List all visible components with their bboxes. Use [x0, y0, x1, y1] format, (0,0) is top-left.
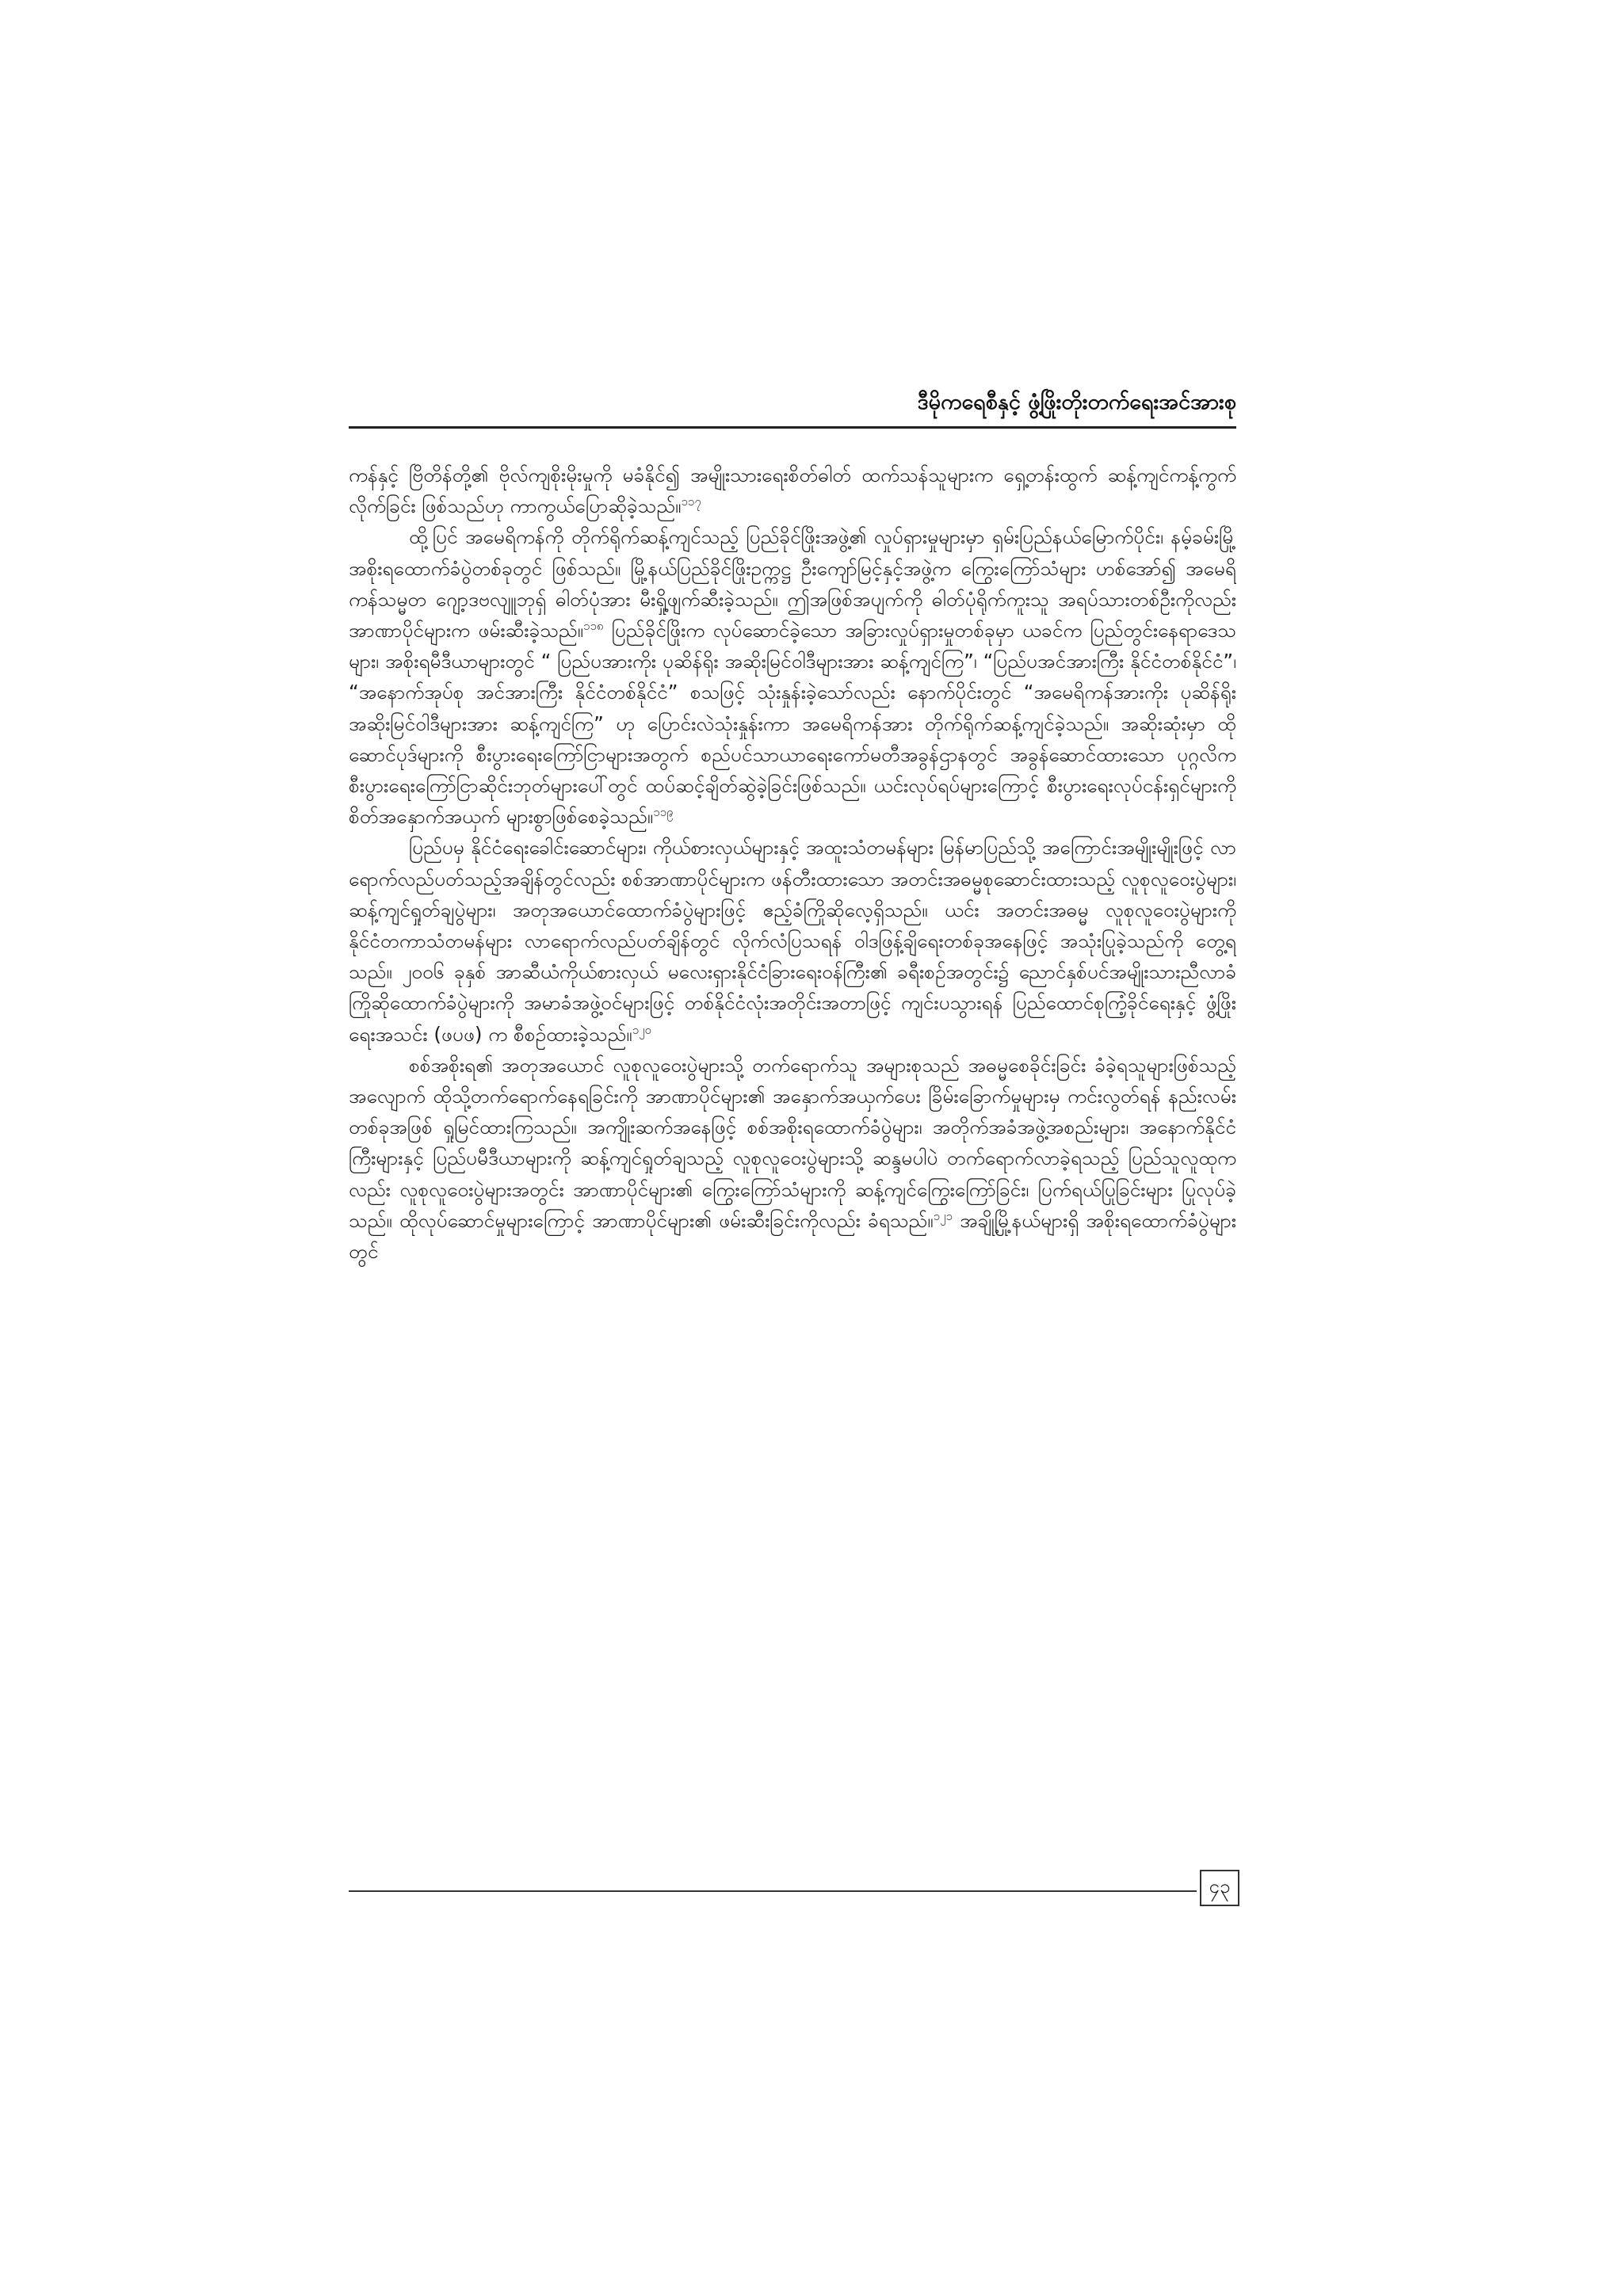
- page-number: ၄၃: [1209, 1875, 1231, 1897]
- footnote-ref: ၁၁၈: [583, 618, 604, 633]
- page-number-box: [1200, 1870, 1239, 1906]
- body-text: [349, 460, 1236, 1854]
- footnote-ref: ၁၁၉: [653, 805, 674, 820]
- paragraph-1-text: ကန်နှင့် ဗြိတိန်တို့၏ ဗိုလ်ကျစိုးမိုးမှုကို မခံနိုင်၍ အမျိုးသားရေးစိတ်ဓါတ် ထက်သန်သူများက ရှေ့တန်းထွက် ဆန့်ကျင်ကန့်ကွက်လိုက်ခြင်း ဖြစ်သည်ဟု ကာကွယ်ပြောဆိုခဲ့သည်။: [349, 463, 1236, 518]
- paragraph-3-text: ပြည်ပမှ နိုင်ငံရေးခေါင်းဆောင်များ၊ ကိုယ်စားလှယ်များနှင့် အထူးသံတမန်များ မြန်မာပြည်သို့ အကြောင်းအမျိုးမျိုးဖြင့် လာရောက်လည်ပတ်သည့်အချိန်တွင်လည်း စစ်အာဏာပိုင်များက ဖန်တီးထားသော အတင်းအဓမ္မစုဆောင်းထားသည့် လူစုလူဝေးပွဲများ၊ ဆန့်ကျင်ရှုတ်ချပွဲများ၊ အတုအယောင်ထောက်ခံပွဲများဖြင့် ဧည့်ခံကြိုဆိုလေ့ရှိသည်။ ယင်း အတင်းအဓမ္မ လူစုလူဝေးပွဲများကို နိုင်ငံတကာသံတမန်များ လာရောက်လည်ပတ်ချိန်တွင် လိုက်လံပြသရန် ဝါဒဖြန့်ချိရေးတစ်ခုအနေဖြင့် အသုံးပြုခဲ့သည်ကို တွေ့ရသည်။ ၂၀၀၆ ခုနှစ် အာဆီယံကိုယ်စားလှယ် မလေးရှားနိုင်ငံခြားရေးဝန်ကြီး၏ ခရီးစဉ်အတွင်း၌ ညောင်နှစ်ပင်အမျိုးသားညီလာခံ ကြိုဆိုထောက်ခံပွဲများကို အမာခံအဖွဲ့ဝင်များဖြင့် တစ်နိုင်ငံလုံးအတိုင်းအတာဖြင့် ကျင်းပသွားရန် ပြည်ထောင်စုကြံ့ခိုင်ရေးနှင့် ဖွံ့ဖြိုးရေးအသင်း (ဖပဖ) က စီစဉ်ထားခဲ့သည်။: [349, 836, 1236, 1046]
- paragraph-4-continuation: အချို့မြို့နယ်များရှိ အစိုးရထောက်ခံပွဲများတွင်: [349, 1208, 1236, 1264]
- running-header: ဒီမိုကရေစီနှင့် ဖွံ့ဖြိုးတိုးတက်ရေးအင်အားစု: [349, 387, 1236, 429]
- paragraph-3: [349, 832, 1236, 1049]
- footnote-ref: ၁၂၀: [632, 1022, 651, 1037]
- footer-rule: [349, 1890, 1197, 1892]
- paragraph-2: [349, 521, 1236, 832]
- footnote-ref: ၁၁၇: [681, 494, 701, 509]
- paragraph-4-text: စစ်အစိုးရ၏ အတုအယောင် လူစုလူဝေးပွဲများသို့ တက်ရောက်သူ အများစုသည် အဓမ္မစေခိုင်းခြင်း ခံခဲ့ရသူများဖြစ်သည့်အလျောက် ထိုသို့တက်ရောက်နေရခြင်းကို အာဏာပိုင်များ၏ အနှောက်အယှက်ပေး ခြိမ်းခြောက်မှုများမှ ကင်းလွတ်ရန် နည်းလမ်းတစ်ခုအဖြစ် ရှုမြင်ထားကြသည်။ အကျိုးဆက်အနေဖြင့် စစ်အစိုးရထောက်ခံပွဲများ၊ အတိုက်အခံအဖွဲ့အစည်းများ၊ အနောက်နိုင်ငံကြီးများနှင့် ပြည်ပမီဒီယာများကို ဆန့်ကျင်ရှုတ်ချသည့် လူစုလူဝေးပွဲများသို့ ဆန္ဒမပါပဲ တက်ရောက်လာခဲ့ရသည့် ပြည်သူလူထုကလည်း လူစုလူဝေးပွဲများအတွင်း အာဏာပိုင်များ၏ ကြွေးကြော်သံများကို ဆန့်ကျင်ကြွေးကြော်ခြင်း၊ ပြက်ရယ်ပြုခြင်းများ ပြုလုပ်ခဲ့သည်။ ထိုလုပ်ဆောင်မှုများကြောင့် အာဏာပိုင်များ၏ ဖမ်းဆီးခြင်းကိုလည်း ခံရသည်။: [349, 1053, 1236, 1232]
- paragraph-2-text: ထို့ပြင် အမေရိကန်ကို တိုက်ရိုက်ဆန့်ကျင်သည့် ပြည်ခိုင်ဖြိုးအဖွဲ့၏ လှုပ်ရှားမှုများမှာ ရှမ်းပြည်နယ်မြောက်ပိုင်း၊ နမ့်ခမ်းမြို့ အစိုးရထောက်ခံပွဲတစ်ခုတွင် ဖြစ်သည်။ မြို့နယ်ပြည်ခိုင်ဖြိုးဥက္ကဋ္ဌ ဦးကျော်မြင့်နှင့်အဖွဲ့က ကြွေးကြော်သံများ ဟစ်အော်၍ အမေရိကန်သမ္မတ ဂျော့ဒဗလျူဘုရှ် ဓါတ်ပုံအား မီးရှို့ဖျက်ဆီးခဲ့သည်။ ဤအဖြစ်အပျက်ကို ဓါတ်ပုံရိုက်ကူးသူ အရပ်သားတစ်ဦးကိုလည်း အာဏာပိုင်များက ဖမ်းဆီးခဲ့သည်။: [349, 525, 1236, 643]
- paragraph-1: [349, 460, 1236, 521]
- paragraph-4: [349, 1050, 1236, 1267]
- footnote-ref: ၁၂၁: [933, 1208, 953, 1223]
- paragraph-2-continuation: ပြည်ခိုင်ဖြိုးက လုပ်ဆောင်ခဲ့သော အခြားလှုပ်ရှားမှုတစ်ခုမှာ ယခင်က ပြည်တွင်းနေရာဒေသများ၊ အစိုးရမီဒီယာများတွင် “ ပြည်ပအားကိုး ပုဆိန်ရိုး အဆိုးမြင်ဝါဒီများအား ဆန့်ကျင်ကြ”၊ “ပြည်ပအင်အားကြီး နိုင်ငံတစ်နိုင်ငံ”၊ “အနောက်အုပ်စု အင်အားကြီး နိုင်ငံတစ်နိုင်ငံ” စသဖြင့် သုံးနှုန်းခဲ့သော်လည်း နောက်ပိုင်းတွင် “အမေရိကန်အားကိုး ပုဆိန်ရိုး အဆိုးမြင်ဝါဒီများအား ဆန့်ကျင်ကြ” ဟု ပြောင်းလဲသုံးနှုန်းကာ အမေရိကန်အား တိုက်ရိုက်ဆန့်ကျင်ခဲ့သည်။ အဆိုးဆုံးမှာ ထိုဆောင်ပုဒ်များကို စီးပွားရေးကြော်ငြာများအတွက် စည်ပင်သာယာရေးကော်မတီအခွန်ဌာနတွင် အခွန်ဆောင်ထားသော ပုဂ္ဂလိကစီးပွားရေးကြော်ငြာဆိုင်းဘုတ်များပေါ်တွင် ထပ်ဆင့်ချိတ်ဆွဲခဲ့ခြင်းဖြစ်သည်။ ယင်းလုပ်ရပ်များကြောင့် စီးပွားရေးလုပ်ငန်းရှင်များကို စိတ်အနှောက်အယှက် များစွာဖြစ်စေခဲ့သည်။: [349, 619, 1236, 829]
